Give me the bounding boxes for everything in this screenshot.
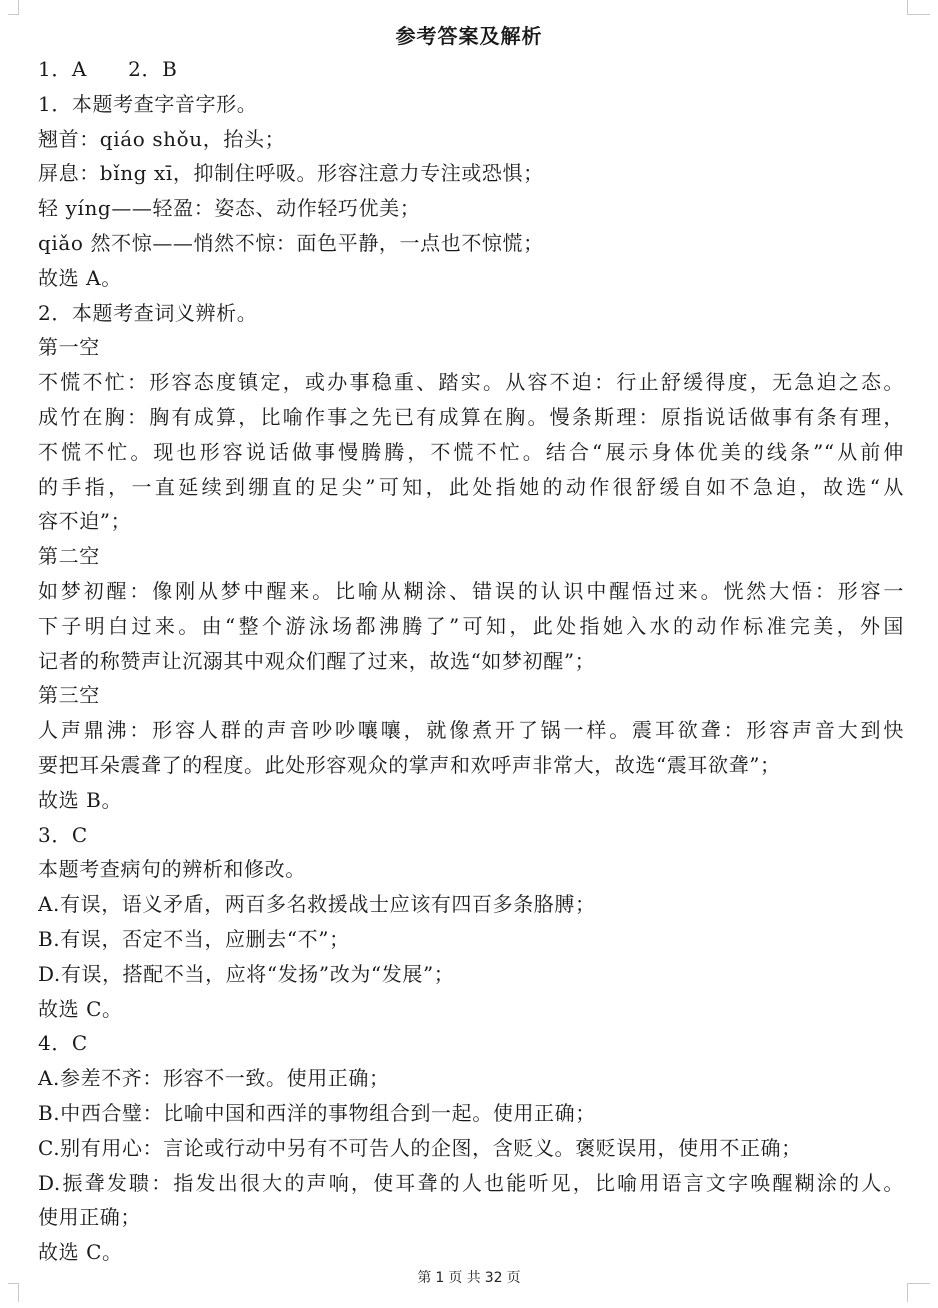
answer-line: 记者的称赞声让沉溺其中观众们醒了过来，故选“如梦初醒”；	[38, 648, 596, 673]
answer-line: 不慌不忙。现也形容说话做事慢腾腾，不慌不忙。结合“展示身体优美的线条”“从前伸	[38, 439, 904, 464]
answer-line: 不慌不忙：形容态度镇定，或办事稳重、踏实。从容不迫：行止舒缓得度，无急迫之态。	[38, 370, 904, 395]
crop-mark-top-right	[907, 0, 930, 15]
answer-line: A.有误，语义矛盾，两百多名救援战士应该有四百多条胳膊；	[38, 892, 596, 917]
footer-page-prefix: 第	[417, 1270, 432, 1286]
answer-line: A.参差不齐：形容不一致。使用正确；	[38, 1066, 390, 1091]
page-title: 参考答案及解析	[395, 24, 543, 48]
answer-line: 第三空	[38, 683, 100, 708]
answer-line: 容不迫”；	[38, 509, 132, 534]
answer-line: 屏息：bǐng xī，抑制住呼吸。形容注意力专注或恐惧；	[38, 161, 544, 186]
answer-line: 2．本题考查词义辨析。	[38, 300, 258, 325]
answer-line: 3．C	[38, 822, 88, 847]
answer-line: 4．C	[38, 1031, 88, 1056]
footer-page-number: 1	[435, 1270, 445, 1286]
footer-page-total: 32	[484, 1270, 503, 1286]
answer-line: 人声鼎沸：形容人群的声音吵吵嚷嚷，就像煮开了锅一样。震耳欲聋：形容声音大到快	[38, 718, 904, 743]
crop-mark-top-left	[8, 0, 19, 15]
answer-line: 第一空	[38, 335, 100, 360]
answer-line: B.中西合璧：比喻中国和西洋的事物组合到一起。使用正确；	[38, 1100, 596, 1125]
answer-line: 成竹在胸：胸有成算，比喻作事之先已有成算在胸。慢条斯理：原指说话做事有条有理，	[38, 404, 904, 429]
answer-line: 要把耳朵震聋了的程度。此处形容观众的掌声和欢呼声非常大，故选“震耳欲聋”；	[38, 752, 781, 777]
answer-line: C.别有用心：言论或行动中另有不可告人的企图，含贬义。褒贬误用，使用不正确；	[38, 1135, 802, 1160]
answer-line: 轻 yíng——轻盈：姿态、动作轻巧优美；	[38, 196, 421, 221]
answer-line: 故选 B。	[38, 787, 123, 812]
footer-page-suffix: 页	[506, 1270, 521, 1286]
answer-line: D.有误，搭配不当，应将“发扬”改为“发展”；	[38, 961, 455, 986]
answer-line: 1．A 2．B	[38, 57, 178, 81]
page-footer	[0, 1268, 938, 1288]
answer-line: 使用正确；	[38, 1205, 141, 1230]
answer-line: 1．本题考查字音字形。	[38, 91, 258, 116]
answer-line: 故选 A。	[38, 265, 122, 290]
footer-page-mid: 页 共	[448, 1270, 481, 1286]
answer-line: 故选 C。	[38, 1240, 123, 1265]
answer-body	[38, 52, 904, 1270]
answer-line: 如梦初醒：像刚从梦中醒来。比喻从糊涂、错误的认识中醒悟过来。恍然大悟：形容一	[38, 578, 904, 603]
answer-line: 第二空	[38, 544, 100, 569]
answer-line: 下子明白过来。由“整个游泳场都沸腾了”可知，此处指她入水的动作标准完美，外国	[38, 613, 904, 638]
answer-line: 本题考查病句的辨析和修改。	[38, 857, 306, 882]
answer-line: 的手指，一直延续到绷直的足尖”可知，此处指她的动作很舒缓自如不急迫，故选“从	[38, 474, 904, 499]
answer-line: B.有误，否定不当，应删去“不”；	[38, 926, 350, 951]
answer-line: 翘首：qiáo shǒu，抬头；	[38, 126, 286, 151]
answer-line: D.振聋发聩：指发出很大的声响，使耳聋的人也能听见，比喻用语言文字唤醒糊涂的人。	[38, 1170, 904, 1195]
answer-line: 故选 C。	[38, 996, 123, 1021]
answer-line: qiǎo 然不惊——悄然不惊：面色平静，一点也不惊慌；	[38, 230, 544, 255]
